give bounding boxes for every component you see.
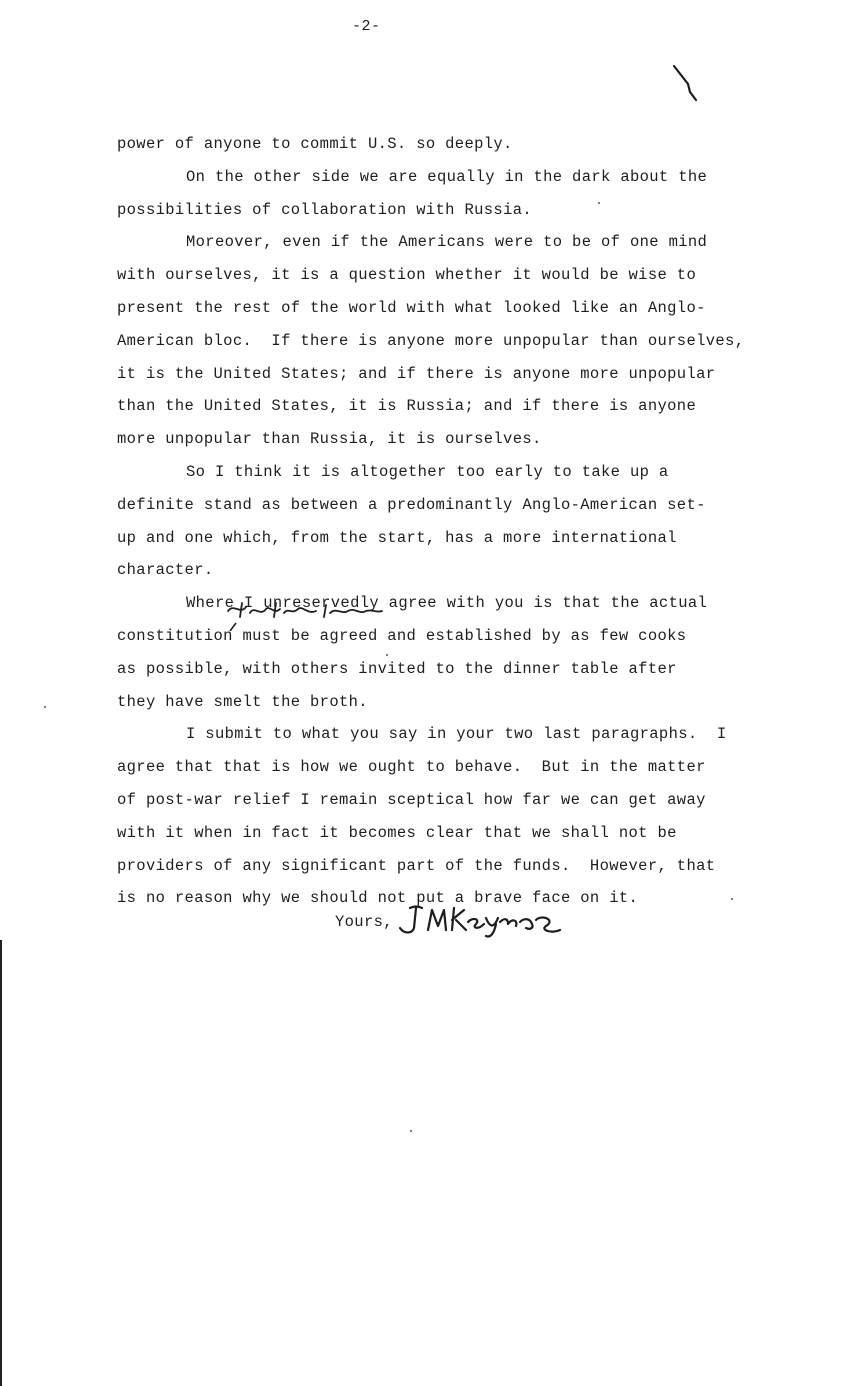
letter-body — [117, 128, 757, 915]
text-line: they have smelt the broth. — [117, 692, 368, 711]
text-line: is no reason why we should not put a brave face on it. — [117, 889, 639, 908]
scan-speck — [44, 706, 46, 708]
text-line: Where I unreservedly agree with you is that the actual — [186, 594, 708, 613]
text-line: it is the United States; and if there is anyone more unpopular — [117, 364, 716, 383]
paragraph-4 — [117, 456, 757, 587]
text-line: more unpopular than Russia, it is ourselves. — [117, 430, 542, 449]
text-line: present the rest of the world with what looked like an Anglo- — [117, 298, 706, 317]
text-line: agree that that is how we ought to behave. But in the matter — [117, 758, 706, 777]
text-line: American bloc. If there is anyone more unpopular than ourselves, — [117, 331, 745, 350]
paragraph-3 — [117, 226, 757, 456]
text-line: with ourselves, it is a question whether it would be wise to — [117, 266, 697, 285]
scan-speck — [410, 1130, 412, 1132]
text-line: character. — [117, 561, 214, 580]
scan-edge-line — [0, 940, 2, 1386]
text-line: I submit to what you say in your two last paragraphs. I — [186, 725, 727, 744]
paragraph-2 — [117, 161, 757, 227]
text-line: On the other side we are equally in the dark about the — [186, 167, 708, 186]
text-line: power of anyone to commit U.S. so deeply. — [117, 135, 513, 153]
paragraph-1 — [117, 128, 757, 161]
paragraph-5 — [117, 587, 757, 718]
text-line: with it when in fact it becomes clear that we shall not be — [117, 823, 677, 842]
paragraph-6 — [117, 718, 757, 915]
text-line: up and one which, from the start, has a more international — [117, 528, 677, 547]
text-line: So I think it is altogether too early to take up a — [186, 462, 669, 481]
text-line: definite stand as between a predominantly Anglo-American set- — [117, 495, 706, 514]
text-line: providers of any significant part of the funds. However, that — [117, 856, 716, 875]
signature — [396, 902, 562, 942]
scan-speck — [598, 202, 600, 204]
text-line: constitution must be agreed and established by as few cooks — [117, 626, 687, 645]
scan-speck — [731, 898, 733, 900]
text-line: as possible, with others invited to the dinner table after — [117, 659, 677, 678]
text-line: Moreover, even if the Americans were to be of one mind — [186, 233, 708, 252]
closing-text: Yours, — [335, 913, 393, 931]
text-line: of post-war relief I remain sceptical how far we can get away — [117, 790, 706, 809]
pencil-mark — [666, 62, 706, 106]
scan-speck — [386, 654, 388, 656]
page-number: -2- — [352, 18, 381, 35]
text-line: possibilities of collaboration with Russia. — [117, 200, 533, 219]
text-line: than the United States, it is Russia; and if there is anyone — [117, 397, 697, 416]
handwritten-insertion — [226, 601, 386, 631]
